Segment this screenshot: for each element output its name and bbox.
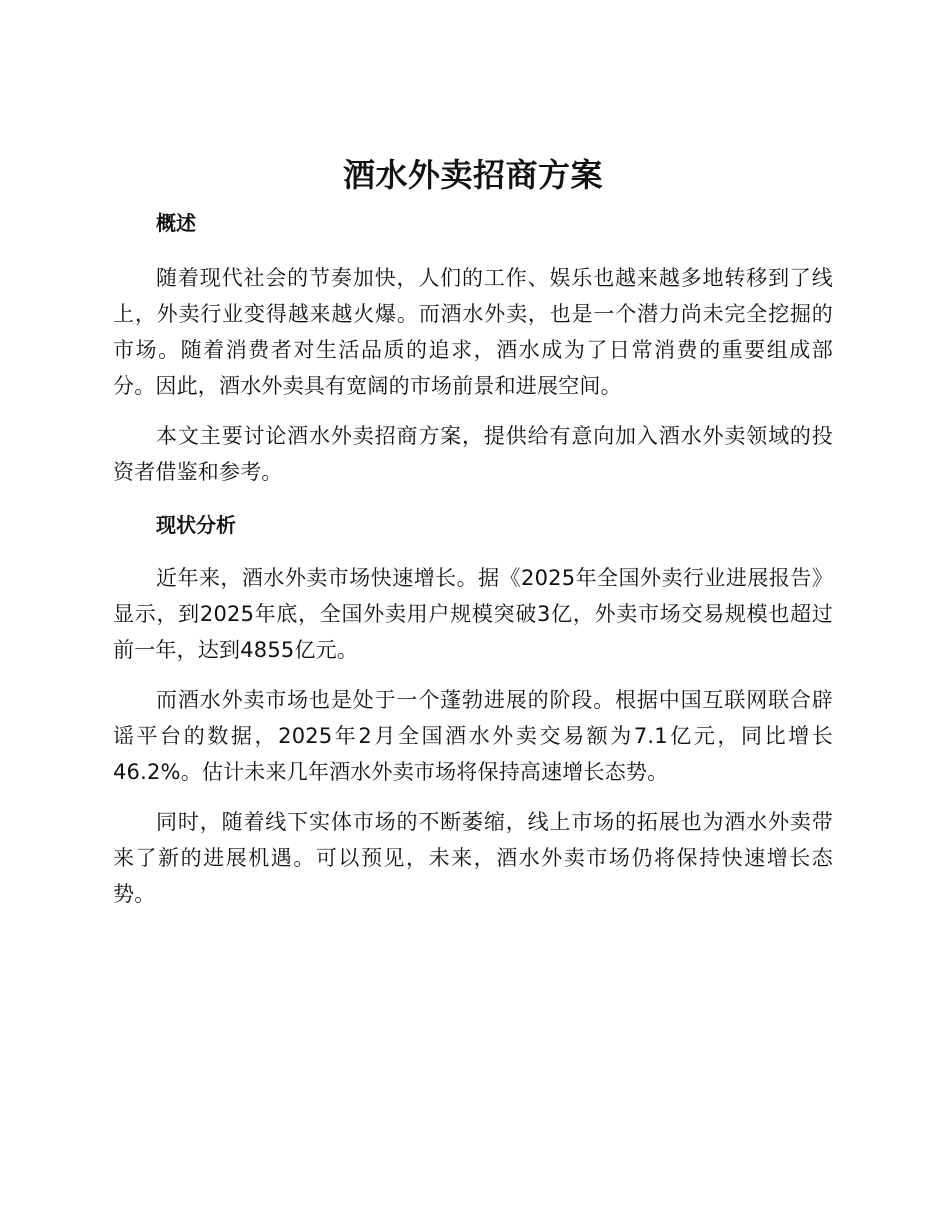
paragraph-overview-1: 随着现代社会的节奏加快，人们的工作、娱乐也越来越多地转移到了线上，外卖行业变得越来越火爆。而酒水外卖，也是一个潜力尚未完全挖掘的市场。随着消费者对生活品质的追求，酒水成为了日常消费的重要组成部分。因此，酒水外卖具有宽阔的市场前景和进展空间。 [113,266,833,398]
paragraph-status-1: 近年来，酒水外卖市场快速增长。据《2025年全国外卖行业进展报告》显示，到2025年底，全国外卖用户规模突破3亿，外卖市场交易规模也超过前一年，达到4855亿元。 [113,566,833,662]
document-page [113,148,833,926]
paragraph-status-3: 同时，随着线下实体市场的不断萎缩，线上市场的拓展也为酒水外卖带来了新的进展机遇。可以预见，未来，酒水外卖市场仍将保持快速增长态势。 [113,810,833,906]
section-heading-overview: 概述 [156,211,196,235]
section-heading-status-analysis: 现状分析 [156,513,236,537]
paragraph-status-2: 而酒水外卖市场也是处于一个蓬勃进展的阶段。根据中国互联网联合辟谣平台的数据，2025年2月全国酒水外卖交易额为7.1亿元，同比增长46.2%。估计未来几年酒水外卖市场将保持高速增长态势。 [113,688,833,784]
document-title: 酒水外卖招商方案 [342,156,603,194]
paragraph-overview-2: 本文主要讨论酒水外卖招商方案，提供给有意向加入酒水外卖领域的投资者借鉴和参考。 [113,424,833,484]
